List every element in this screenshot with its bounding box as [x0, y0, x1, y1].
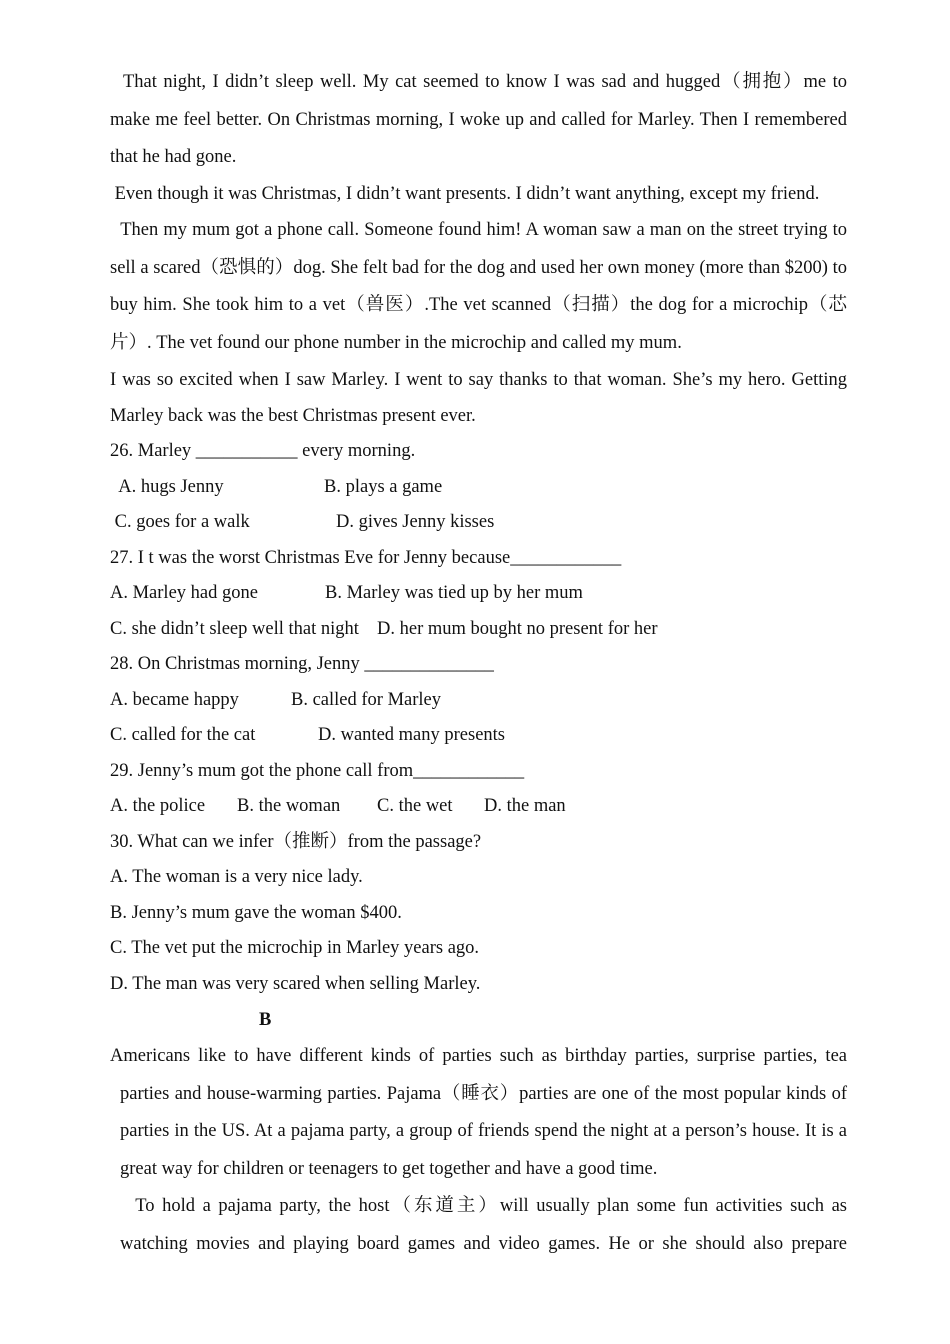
- passage-a-paragraph-4: I was so excited when I saw Marley. I went to say thanks to that woman. She’s my hero. Getting Marley back was the best Christmas present ever.: [110, 370, 852, 426]
- question-26-option-c: C. goes for a walk: [110, 512, 250, 532]
- question-29-stem: 29. Jenny’s mum got the phone call from____________: [110, 760, 525, 781]
- question-28-option-b: B. called for Marley: [291, 689, 441, 710]
- passage-a-paragraph-1: That night, I didn’t sleep well. My cat seemed to know I was sad and hugged（拥抱）me to make me feel better. On Christmas morning, I woke up and called for Marley. Then I remembered that he had gone.: [110, 72, 852, 167]
- question-27-option-c: C. she didn’t sleep well that night: [110, 618, 359, 639]
- question-28-option-c: C. called for the cat: [110, 725, 256, 745]
- question-27-option-a: A. Marley had gone: [110, 583, 258, 603]
- question-29-option-c: C. the wet: [377, 796, 453, 816]
- question-28-options-row-2: [110, 718, 847, 754]
- question-26-stem: 26. Marley ___________ every morning.: [110, 441, 416, 461]
- question-27-option-b: B. Marley was tied up by her mum: [325, 583, 583, 603]
- question-30-option-c: C. The vet put the microchip in Marley years ago.: [110, 938, 480, 958]
- section-b-paragraph-1: Americans like to have different kinds of parties such as birthday parties, surprise parties, tea parties and house-warming parties. Pajama（睡衣）parties are one of the most popular kinds of parties in the US. At a pajama party, a group of friends spend the night at a person’s house. It is a great way for children or teenagers to get together and have a good time.: [110, 1046, 847, 1179]
- question-28-option-d: D. wanted many presents: [318, 725, 506, 745]
- question-26-options-row-1: [110, 470, 847, 506]
- question-28-stem: 28. On Christmas morning, Jenny ______________: [110, 654, 494, 674]
- question-26-option-a: A. hugs Jenny: [110, 476, 224, 497]
- section-b-heading: B: [259, 1010, 272, 1030]
- question-26-option-d: D. gives Jenny kisses: [336, 512, 495, 532]
- question-26-options-row-2: [110, 505, 847, 541]
- question-29-option-a: A. the police: [110, 796, 206, 816]
- question-28-option-a: A. became happy: [110, 689, 239, 710]
- question-27-option-d: D. her mum bought no present for her: [377, 618, 658, 639]
- question-29-option-b: B. the woman: [237, 796, 341, 816]
- section-b-paragraph-2: To hold a pajama party, the host（东道主）will usually plan some fun activities such as watching movies and playing board games and video games. He or she should also prepare: [120, 1196, 852, 1254]
- question-26-option-b: B. plays a game: [324, 476, 443, 497]
- passage-a-paragraph-3: Then my mum got a phone call. Someone found him! A woman saw a man on the street trying to sell a scared（恐惧的）dog. She felt bad for the dog and used her own money (more than $200) to buy him. She took him to a vet（兽医）.The vet scanned（扫描）the dog for a microchip（芯片）. The vet found our phone number in the microchip and called my mum.: [110, 220, 852, 353]
- question-27-options-row-1: [110, 576, 847, 612]
- question-30-option-b: B. Jenny’s mum gave the woman $400.: [110, 902, 402, 923]
- question-30-option-d: D. The man was very scared when selling Marley.: [110, 973, 481, 994]
- question-30-option-a: A. The woman is a very nice lady.: [110, 867, 363, 887]
- question-29-options-row: [110, 789, 847, 825]
- document-page: [110, 64, 852, 1263]
- question-30-stem: 30. What can we infer（推断）from the passage?: [110, 831, 482, 852]
- question-28-options-row-1: [110, 683, 847, 719]
- question-27-stem: 27. I t was the worst Christmas Eve for Jenny because____________: [110, 547, 622, 568]
- question-27-options-row-2: [110, 612, 847, 648]
- question-29-option-d: D. the man: [484, 796, 566, 816]
- passage-a-paragraph-2: Even though it was Christmas, I didn’t want presents. I didn’t want anything, except my friend.: [110, 183, 820, 204]
